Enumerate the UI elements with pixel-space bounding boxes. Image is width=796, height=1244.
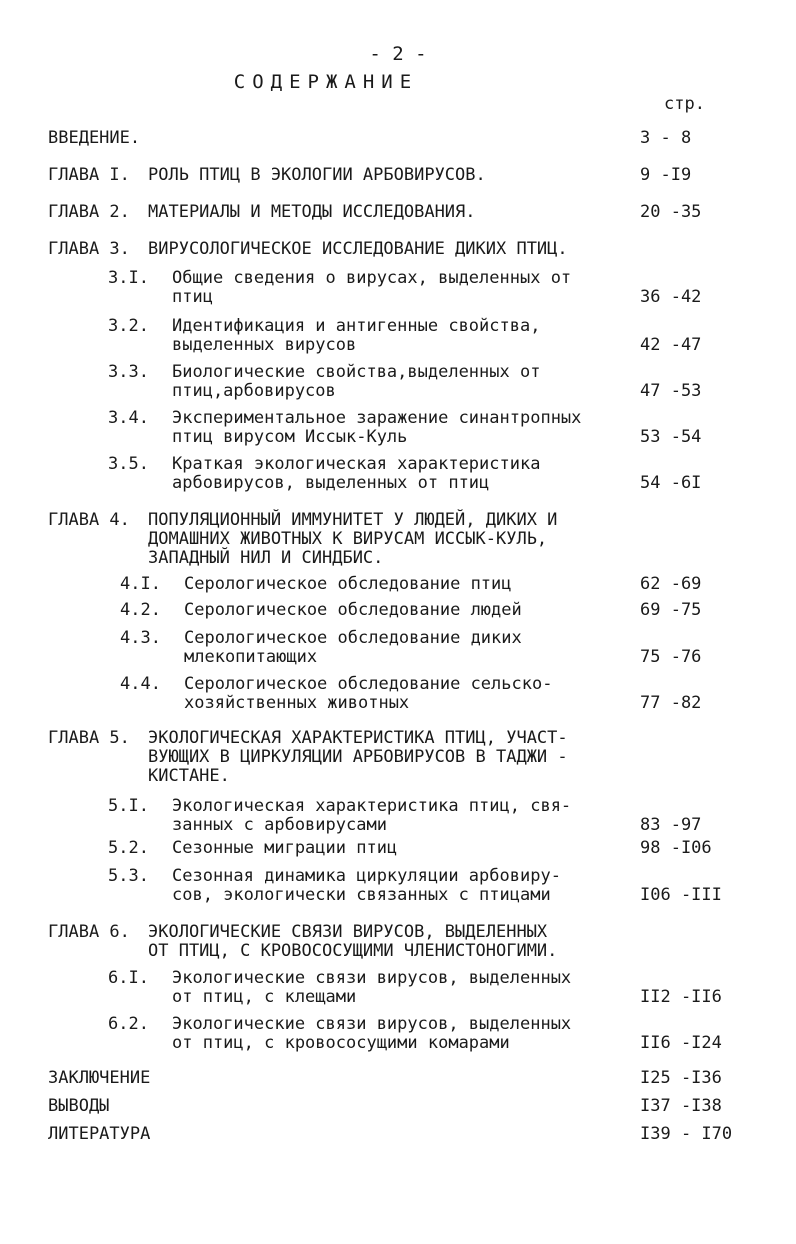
entry-title-line: млекопитающих: [184, 647, 318, 667]
section-number: 6.I.: [108, 968, 149, 988]
page-range: I39 - I70: [640, 1124, 733, 1144]
entry-title-line: РОЛЬ ПТИЦ В ЭКОЛОГИИ АРБОВИРУСОВ.: [148, 165, 486, 185]
page-range: 83 -97: [640, 815, 702, 835]
page-range: I25 -I36: [640, 1068, 722, 1088]
chapter-label: ГЛАВА 3.: [48, 239, 130, 259]
chapter-label: ГЛАВА 6.: [48, 922, 130, 942]
page-range: II6 -I24: [640, 1033, 722, 1053]
chapter-label: ГЛАВА 2.: [48, 202, 130, 222]
entry-title-line: ЭКОЛОГИЧЕСКАЯ ХАРАКТЕРИСТИКА ПТИЦ, УЧАСТ-: [148, 728, 568, 748]
entry-title-line: Сезонные миграции птиц: [172, 838, 398, 858]
entry-title-line: выделенных вирусов: [172, 335, 357, 355]
entry-title-line: ВИРУСОЛОГИЧЕСКОЕ ИССЛЕДОВАНИЕ ДИКИХ ПТИЦ.: [148, 239, 568, 259]
entry-title-line: Краткая экологическая характеристика: [172, 454, 541, 474]
chapter-label: ГЛАВА 5.: [48, 728, 130, 748]
entry-title-line: Сезонная динамика циркуляции арбовиру-: [172, 866, 561, 886]
page-range: 42 -47: [640, 335, 702, 355]
page-range: 54 -6I: [640, 473, 702, 493]
entry-title-line: ЛИТЕРАТУРА: [48, 1124, 151, 1144]
page-number: - 2 -: [369, 43, 427, 65]
entry-title-line: хозяйственных животных: [184, 693, 410, 713]
entry-title-line: птиц,арбовирусов: [172, 381, 336, 401]
entry-title-line: ПОПУЛЯЦИОННЫЙ ИММУНИТЕТ У ЛЮДЕЙ, ДИКИХ И: [148, 510, 558, 530]
section-number: 3.3.: [108, 362, 149, 382]
page-range: I37 -I38: [640, 1096, 722, 1116]
page-title: СОДЕРЖАНИЕ: [233, 71, 419, 93]
section-number: 5.3.: [108, 866, 149, 886]
page-range: I06 -III: [640, 885, 722, 905]
page-range: 47 -53: [640, 381, 702, 401]
section-number: 5.2.: [108, 838, 149, 858]
entry-title-line: ВЫВОДЫ: [48, 1096, 110, 1116]
section-number: 3.I.: [108, 268, 149, 288]
section-number: 4.3.: [120, 628, 161, 648]
entry-title-line: Экологические связи вирусов, выделенных: [172, 1014, 572, 1034]
entry-title-line: ЗАКЛЮЧЕНИЕ: [48, 1068, 151, 1088]
entry-title-line: Биологические свойства,выделенных от: [172, 362, 541, 382]
entry-title-line: Экспериментальное заражение синантропных: [172, 408, 582, 428]
entry-title-line: от птиц, с клещами: [172, 987, 357, 1007]
chapter-label: ГЛАВА 4.: [48, 510, 130, 530]
page-range: 3 - 8: [640, 128, 692, 148]
page-range: 20 -35: [640, 202, 702, 222]
section-number: 3.2.: [108, 316, 149, 336]
page-range: 77 -82: [640, 693, 702, 713]
chapter-label: ГЛАВА I.: [48, 165, 130, 185]
section-number: 6.2.: [108, 1014, 149, 1034]
entry-title-line: ОТ ПТИЦ, С КРОВОСОСУЩИМИ ЧЛЕНИСТОНОГИМИ.: [148, 941, 558, 961]
entry-title-line: Общие сведения о вирусах, выделенных от: [172, 268, 572, 288]
section-number: 4.I.: [120, 574, 161, 594]
entry-title-line: Экологическая характеристика птиц, свя-: [172, 796, 572, 816]
entry-title-line: МАТЕРИАЛЫ И МЕТОДЫ ИССЛЕДОВАНИЯ.: [148, 202, 476, 222]
page-range: 9 -I9: [640, 165, 692, 185]
pages-column-header: стр.: [664, 94, 705, 114]
page-range: 69 -75: [640, 600, 702, 620]
entry-title-line: ВВЕДЕНИЕ.: [48, 128, 141, 148]
page-range: 62 -69: [640, 574, 702, 594]
entry-title-line: ЗАПАДНЫЙ НИЛ И СИНДБИС.: [148, 548, 384, 568]
entry-title-line: от птиц, с кровососущими комарами: [172, 1033, 510, 1053]
entry-title-line: Серологическое обследование сельско-: [184, 674, 553, 694]
section-number: 3.4.: [108, 408, 149, 428]
entry-title-line: Идентификация и антигенные свойства,: [172, 316, 541, 336]
page-range: 75 -76: [640, 647, 702, 667]
entry-title-line: ВУЮЩИХ В ЦИРКУЛЯЦИИ АРБОВИРУСОВ В ТАДЖИ -: [148, 747, 568, 767]
entry-title-line: Серологическое обследование птиц: [184, 574, 512, 594]
entry-title-line: Серологическое обследование людей: [184, 600, 522, 620]
section-number: 5.I.: [108, 796, 149, 816]
entry-title-line: арбовирусов, выделенных от птиц: [172, 473, 490, 493]
page-range: 36 -42: [640, 287, 702, 307]
entry-title-line: занных с арбовирусами: [172, 815, 387, 835]
entry-title-line: Экологические связи вирусов, выделенных: [172, 968, 572, 988]
page-range: II2 -II6: [640, 987, 722, 1007]
section-number: 3.5.: [108, 454, 149, 474]
entry-title-line: птиц вирусом Иссык-Куль: [172, 427, 408, 447]
section-number: 4.4.: [120, 674, 161, 694]
section-number: 4.2.: [120, 600, 161, 620]
entry-title-line: сов, экологически связанных с птицами: [172, 885, 551, 905]
entry-title-line: ЭКОЛОГИЧЕСКИЕ СВЯЗИ ВИРУСОВ, ВЫДЕЛЕННЫХ: [148, 922, 548, 942]
entry-title-line: Серологическое обследование диких: [184, 628, 522, 648]
page-range: 98 -I06: [640, 838, 712, 858]
entry-title-line: птиц: [172, 287, 213, 307]
entry-title-line: ДОМАШНИХ ЖИВОТНЫХ К ВИРУСАМ ИССЫК-КУЛЬ,: [148, 529, 548, 549]
page-range: 53 -54: [640, 427, 702, 447]
entry-title-line: КИСТАНЕ.: [148, 766, 230, 786]
